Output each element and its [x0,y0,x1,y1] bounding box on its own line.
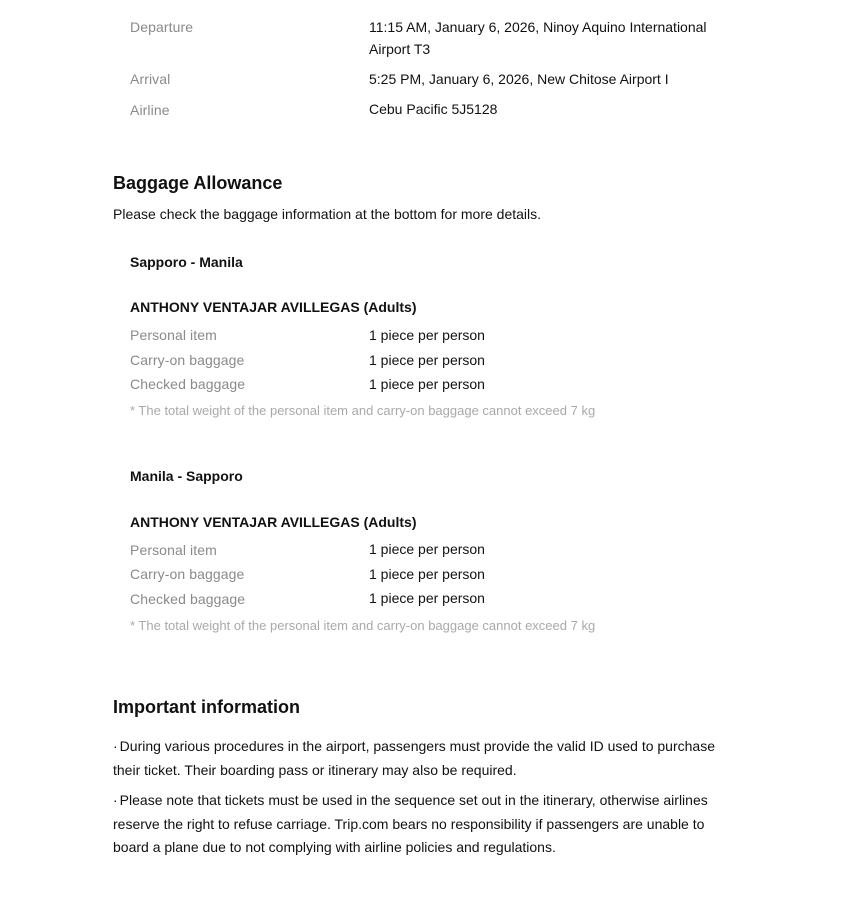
personal-item-label: Personal item [130,542,217,558]
personal-item-label: Personal item [130,327,217,343]
carry-on-value: 1 piece per person [369,352,485,368]
arrival-value: 5:25 PM, January 6, 2026, New Chitose Airport I [369,71,669,87]
baggage-title: Baggage Allowance [113,173,283,193]
segment-passenger: ANTHONY VENTAJAR AVILLEGAS (Adults) [130,514,417,530]
bullet-icon: · [113,738,118,754]
weight-note: * The total weight of the personal item and carry-on baggage cannot exceed 7 kg [130,618,596,633]
airline-value: Cebu Pacific 5J5128 [369,101,498,117]
important-item [113,735,733,782]
important-item [113,789,733,860]
departure-value: 11:15 AM, January 6, 2026, Ninoy Aquino International Airport T3 [369,19,707,57]
checked-baggage-label: Checked baggage [130,591,246,607]
carry-on-label: Carry-on baggage [130,352,245,368]
weight-note: * The total weight of the personal item and carry-on baggage cannot exceed 7 kg [130,403,596,418]
important-item-text: During various procedures in the airport, passengers must provide the valid ID used to purchase their ticket. Their boarding pass or itinerary may also be required. [113,738,715,778]
checked-baggage-label: Checked baggage [130,376,246,392]
carry-on-value: 1 piece per person [369,566,485,582]
important-item-text: Please note that tickets must be used in the sequence set out in the itinerary, otherwise airlines reserve the right to refuse carriage. Trip.com bears no responsibility if passengers are unable to board a plane due to not complying with airline policies and regulations. [113,792,708,855]
arrival-label: Arrival [130,71,171,87]
checked-baggage-value: 1 piece per person [369,590,485,606]
baggage-intro: Please check the baggage information at the bottom for more details. [113,206,542,222]
personal-item-value: 1 piece per person [369,327,485,343]
segment-passenger: ANTHONY VENTAJAR AVILLEGAS (Adults) [130,299,417,315]
personal-item-value: 1 piece per person [369,541,485,557]
checked-baggage-value: 1 piece per person [369,376,485,392]
important-title: Important information [113,697,300,717]
segment-route: Manila - Sapporo [130,468,243,484]
carry-on-label: Carry-on baggage [130,566,245,582]
segment-route: Sapporo - Manila [130,254,243,270]
bullet-icon: · [113,792,118,808]
departure-label: Departure [130,19,194,35]
airline-label: Airline [130,102,170,118]
